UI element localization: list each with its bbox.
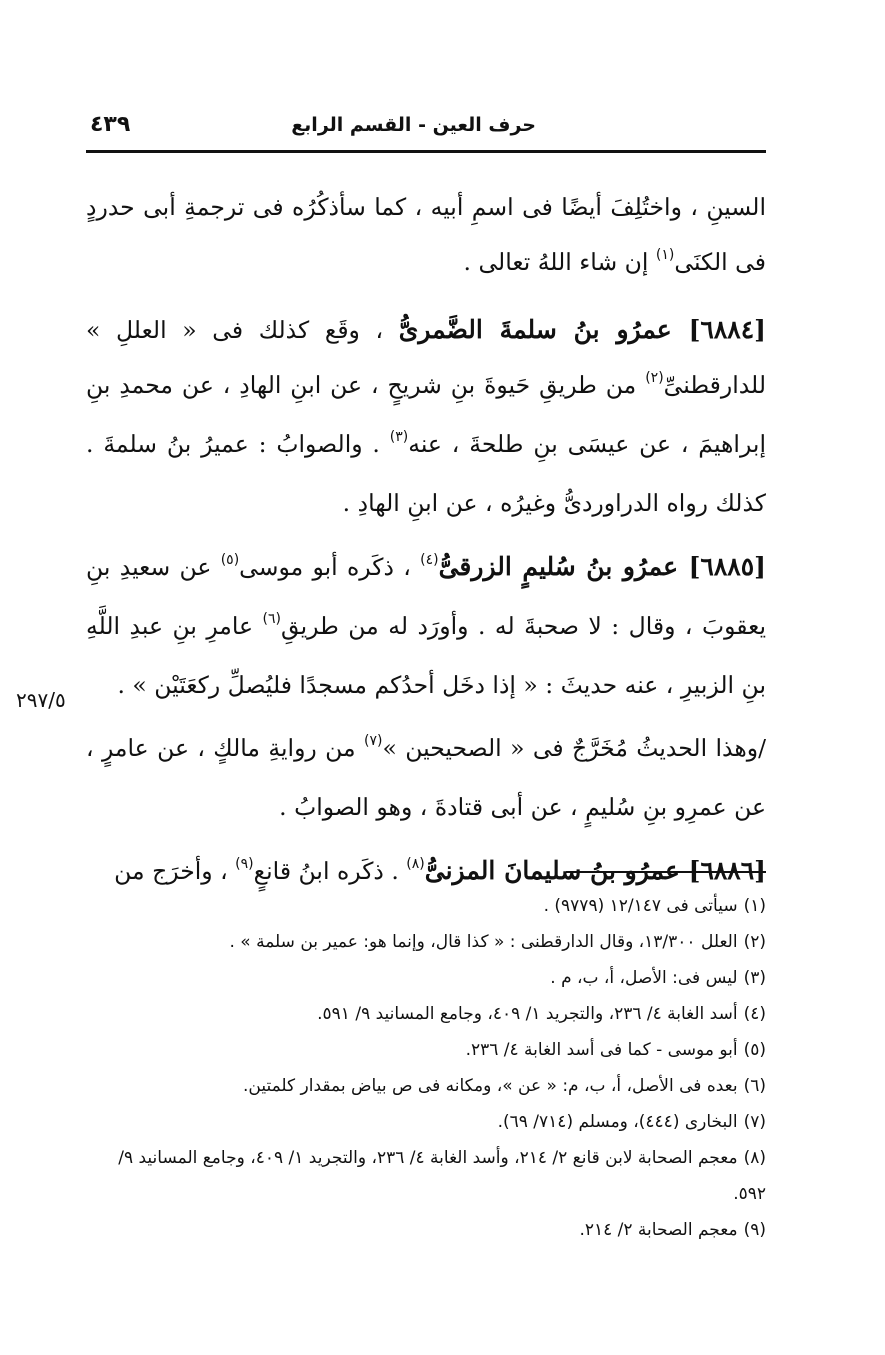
footnote-marker: (٦) [262,611,282,627]
footnote-marker: (١) [655,247,675,263]
header-rule [86,150,766,153]
footnotes [86,888,766,1248]
footnote-marker: (٣) [389,429,409,445]
footnote-text: بعده فى الأصل، أ، ب، م: « عن »، ومكانه فى ص بياض بمقدار كلمتين. [242,1076,738,1096]
footnote-text: ليس فى: الأصل، أ، ب، م . [550,968,738,988]
entry-heading: [٦٨٨٤] عمرُو بنُ سلمةَ الضَّمرىُّ [398,315,766,344]
footnote-text: أسد الغابة ٤/ ٢٣٦، والتجريد ١/ ٤٠٩، وجامع المسانيد ٩/ ٥٩١. [317,1004,738,1024]
page-number: ٤٣٩ [90,112,131,137]
entry-text: . والصوابُ : عميرُ بنُ سلمةَ . كذلك رواه الدراوردىُّ وغيرُه ، عن ابنِ الهادِ . [86,430,766,517]
footnote-number: (٥) [743,1040,766,1060]
footnote-number: (٩) [743,1220,766,1240]
paragraph-text: من روايةِ مالكٍ ، عن عامرٍ ، عن عمرِو بنِ سُليمٍ ، عن أبى قتادةَ ، وهو الصوابُ . [86,734,766,821]
entry-6885 [86,539,766,713]
footnote [86,1212,766,1248]
entry-text: عامرِ بنِ عبدِ اللَّهِ بنِ الزبيرِ ، عنه حديثَ : « إذا دخَل أحدُكم مسجدًا فليُصلِّ ركعَتَيْن » . [86,612,766,699]
footnote-number: (٦) [743,1076,766,1096]
footnote-number: (١) [743,896,766,916]
paragraph-continuation [86,180,766,294]
footnote-text: أبو موسى - كما فى أسد الغابة ٤/ ٢٣٦. [465,1040,738,1060]
footnote-rule [566,871,766,873]
paragraph-hadith [86,721,766,835]
entry-heading: [٦٨٨٥] عمرُو بنُ سُليمٍ الزرقىُّ [438,552,766,581]
footnote-text: معجم الصحابة ٢/ ٢١٤. [579,1220,738,1240]
page-break-slash: / [758,734,766,762]
running-title: حرف العين - القسم الرابع [291,114,536,136]
footnote-marker: (٧) [364,733,383,749]
entry-text: ، وقَع كذلك فى « العللِ » للدارقطنىِّ [86,316,766,399]
footnote-marker: (٢) [645,370,664,386]
footnote-number: (٨) [743,1148,766,1168]
footnote-text: العلل ١٣/٣٠٠، وقال الدارقطنى : « كذا قال، وإنما هو: عمير بن سلمة » . [229,932,738,952]
footnote [86,996,766,1032]
footnote-number: (٧) [743,1112,766,1132]
running-header [86,108,766,148]
paragraph-text: إن شاء اللهُ تعالى . [463,248,656,276]
footnote-text: سيأتى فى ١٢/١٤٧ (٩٧٧٩) . [543,896,738,916]
paragraph-text: السينِ ، واختُلِفَ أيضًا فى اسمِ أبيه ، كما سأذكُرُه فى ترجمةِ أبى حدردٍ فى الكنَى [86,193,766,276]
footnote-text: البخارى (٤٤٤)، ومسلم (٧١٤/ ٦٩). [497,1112,738,1132]
entry-text: ، ذكَره أبو موسى [239,553,421,581]
footnote [86,1104,766,1140]
footnote-number: (٣) [743,968,766,988]
entry-text: من طريقِ حَيوةَ بنِ شريحٍ ، عن ابنِ الهادِ ، عن محمدِ بنِ إبراهيمَ ، عن عيسَى بنِ طلحةَ ، عنه [86,371,766,458]
footnote [86,924,766,960]
footnote-marker: (٨) [406,856,425,872]
paragraph-text: وهذا الحديثُ مُخَرَّجٌ فى « الصحيحين » [382,734,759,762]
footnote [86,960,766,996]
margin-reference: ٢٩٧/٥ [16,688,66,712]
footnote-marker: (٥) [220,552,240,568]
footnote [86,1068,766,1104]
main-text [86,180,766,903]
footnote-marker: (٤) [420,552,439,568]
footnote [86,1032,766,1068]
footnote-number: (٢) [743,932,766,952]
entry-6884 [86,302,766,531]
entry-text: ، وأخرَج من [114,857,236,885]
entry-heading: [٦٨٨٦] عمرُو بنُ سليمانَ المزنىُّ [424,856,766,885]
footnote-number: (٤) [743,1004,766,1024]
footnote-text: معجم الصحابة لابن قانع ٢/ ٢١٤، وأسد الغابة ٤/ ٢٣٦، والتجريد ١/ ٤٠٩، وجامع المسانيد ٩/ ٥٩٢. [118,1148,766,1204]
footnote [86,888,766,924]
footnote [86,1140,766,1212]
footnote-marker: (٩) [235,856,254,872]
entry-text: . ذكَره ابنُ قانعٍ [253,857,407,885]
entry-text: عن سعيدِ بنِ يعقوبَ ، وقال : لا صحبةَ له . وأورَد له من طريقِ [86,553,767,640]
